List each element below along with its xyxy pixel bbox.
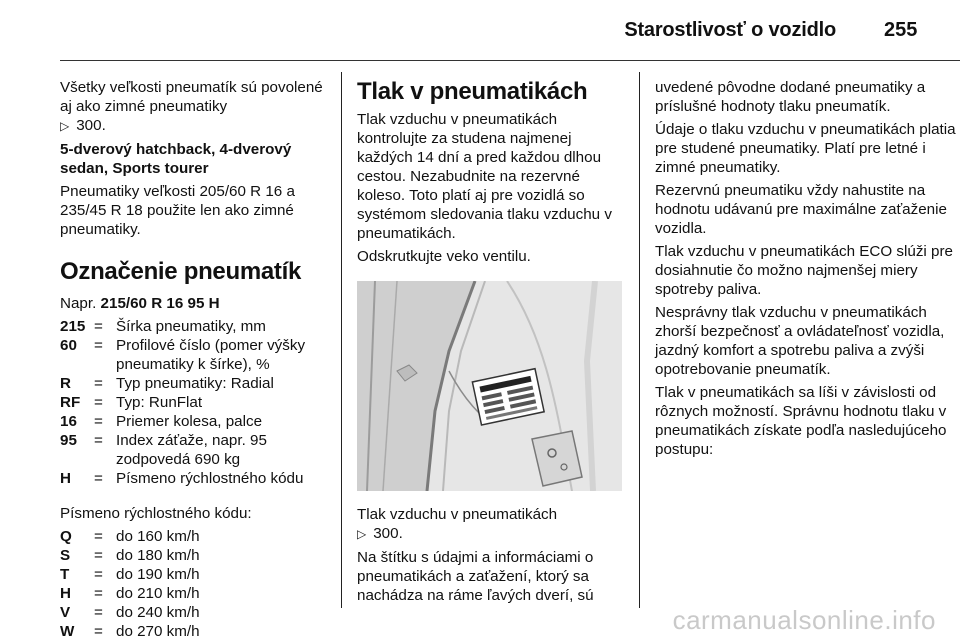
definition-term: 16 (60, 413, 77, 430)
speed-term: T (60, 566, 70, 583)
speed-row (60, 565, 332, 584)
definition-term: RF (60, 394, 81, 411)
example-prefix: Napr. (60, 295, 97, 312)
column-middle (357, 78, 622, 609)
column-divider-1 (341, 72, 342, 608)
definition-row (60, 336, 332, 374)
definition-equals: = (94, 375, 103, 392)
definition-desc: Typ pneumatiky: Radial (116, 375, 274, 392)
arrow-reference-icon: ▷ (357, 527, 367, 541)
definition-equals: = (94, 318, 103, 335)
speed-row (60, 546, 332, 565)
definition-desc: Index záťaže, napr. 95 zodpovedá 690 kg (116, 432, 267, 468)
arrow-reference-icon: ▷ (60, 119, 70, 133)
right-paragraph-1: uvedené pôvodne dodané pneumatiky a príslušné hodnoty tlaku pneumatík. (655, 79, 926, 115)
definition-row (60, 374, 332, 393)
column-divider-2 (639, 72, 640, 608)
speed-term: H (60, 585, 71, 602)
speed-desc: do 270 km/h (116, 623, 200, 640)
definition-row (60, 431, 332, 469)
speed-desc: do 240 km/h (116, 604, 200, 621)
speed-equals: = (94, 566, 103, 583)
door-frame-svg (357, 281, 622, 491)
definition-desc: Šírka pneumatiky, mm (116, 318, 266, 335)
speed-term: V (60, 604, 71, 621)
definition-row (60, 317, 332, 336)
speed-equals: = (94, 585, 103, 602)
definition-row (60, 393, 332, 412)
definition-term: 60 (60, 337, 77, 354)
intro-text: Všetky veľkosti pneumatík sú povolené aj ako zimné pneumatiky (60, 79, 323, 115)
example-code: 215/60 R 16 95 H (100, 295, 220, 312)
watermark-text: carmanualsonline.info (672, 605, 936, 635)
page-number: 255 (884, 19, 918, 41)
definition-term: H (60, 470, 71, 487)
speed-equals: = (94, 528, 103, 545)
definition-desc: Priemer kolesa, palce (116, 413, 263, 430)
definition-term: 95 (60, 432, 77, 449)
speed-desc: do 180 km/h (116, 547, 200, 564)
definition-equals: = (94, 337, 103, 354)
caption-text: Tlak vzduchu v pneumatikách (357, 506, 558, 523)
speed-desc: do 160 km/h (116, 528, 200, 545)
example-line (60, 294, 332, 313)
right-paragraph-5: Nesprávny tlak vzduchu v pneumatikách zhorší bezpečnosť a ovládateľnosť vozidla, jazdný komfort a spotrebu paliva a zvýši opotrebovanie pneumatík. (655, 304, 945, 378)
definition-term: R (60, 375, 71, 392)
definition-row (60, 469, 332, 488)
section-title-tyre-pressure: Tlak v pneumatikách (357, 78, 588, 105)
right-paragraph-2: Údaje o tlaku vzduchu v pneumatikách platia pre studené pneumatiky. Platí pre letné i zimné pneumatiky. (655, 121, 956, 176)
illustration-caption (357, 505, 622, 544)
column-right (655, 78, 957, 463)
right-paragraph-4: Tlak vzduchu v pneumatikách ECO slúži pre dosiahnutie čo možno najmenšej miery spotreby paliva. (655, 243, 953, 298)
speed-equals: = (94, 623, 103, 640)
definition-equals: = (94, 413, 103, 430)
definition-equals: = (94, 470, 103, 487)
definition-desc: Profilové číslo (pomer výšky pneumatiky k šírke), % (116, 337, 306, 373)
pressure-paragraph-3: Na štítku s údajmi a informáciami o pneumatikách a zaťažení, ktorý sa nachádza na ráme ľavých dverí, sú (357, 549, 594, 604)
speed-term: W (60, 623, 75, 640)
pressure-paragraph-2: Odskrutkujte veko ventilu. (357, 248, 531, 265)
definition-term: 215 (60, 318, 86, 335)
definition-desc: Typ: RunFlat (116, 394, 203, 411)
pressure-paragraph-1: Tlak vzduchu v pneumatikách kontrolujte za studena najmenej každých 14 dní a pred každou dlhou cestou. Nezabudnite na rezervné koleso. Toto platí aj pre vozidlá so systémom sledovania tlaku vzduchu v pneumatikách. (357, 111, 612, 242)
speed-term: Q (60, 528, 72, 545)
speed-desc: do 190 km/h (116, 566, 200, 583)
right-paragraph-6: Tlak v pneumatikách sa líši v závislosti od rôznych možností. Správnu hodnotu tlaku v pneumatikách získate podľa nasledujúceho postupu: (655, 384, 947, 458)
right-paragraph-3: Rezervnú pneumatiku vždy nahustite na hodnotu udávanú pre maximálne zaťaženie vozidla. (655, 182, 947, 237)
variant-heading: 5-dverový hatchback, 4-dverový sedan, Sports tourer (60, 141, 292, 177)
speed-code-intro: Písmeno rýchlostného kódu: (60, 505, 252, 522)
definition-equals: = (94, 432, 103, 449)
speed-desc: do 210 km/h (116, 585, 200, 602)
door-frame-label-illustration (357, 281, 622, 491)
speed-row (60, 584, 332, 603)
intro-page-ref[interactable]: 300. (76, 117, 106, 134)
column-left (60, 78, 332, 641)
variant-text: Pneumatiky veľkosti 205/60 R 16 a 235/45 R 18 použite len ako zimné pneumatiky. (60, 183, 295, 238)
caption-page-ref[interactable]: 300. (373, 525, 403, 542)
header-divider (60, 60, 960, 61)
section-title-tyre-marking: Označenie pneumatík (60, 258, 302, 285)
speed-equals: = (94, 604, 103, 621)
speed-row (60, 527, 332, 546)
speed-equals: = (94, 547, 103, 564)
speed-term: S (60, 547, 71, 564)
intro-paragraph (60, 78, 332, 136)
page-header-title: Starostlivosť o vozidlo (624, 19, 836, 41)
definition-desc: Písmeno rýchlostného kódu (116, 470, 304, 487)
tyre-code-definitions (60, 317, 332, 488)
definition-equals: = (94, 394, 103, 411)
definition-row (60, 412, 332, 431)
